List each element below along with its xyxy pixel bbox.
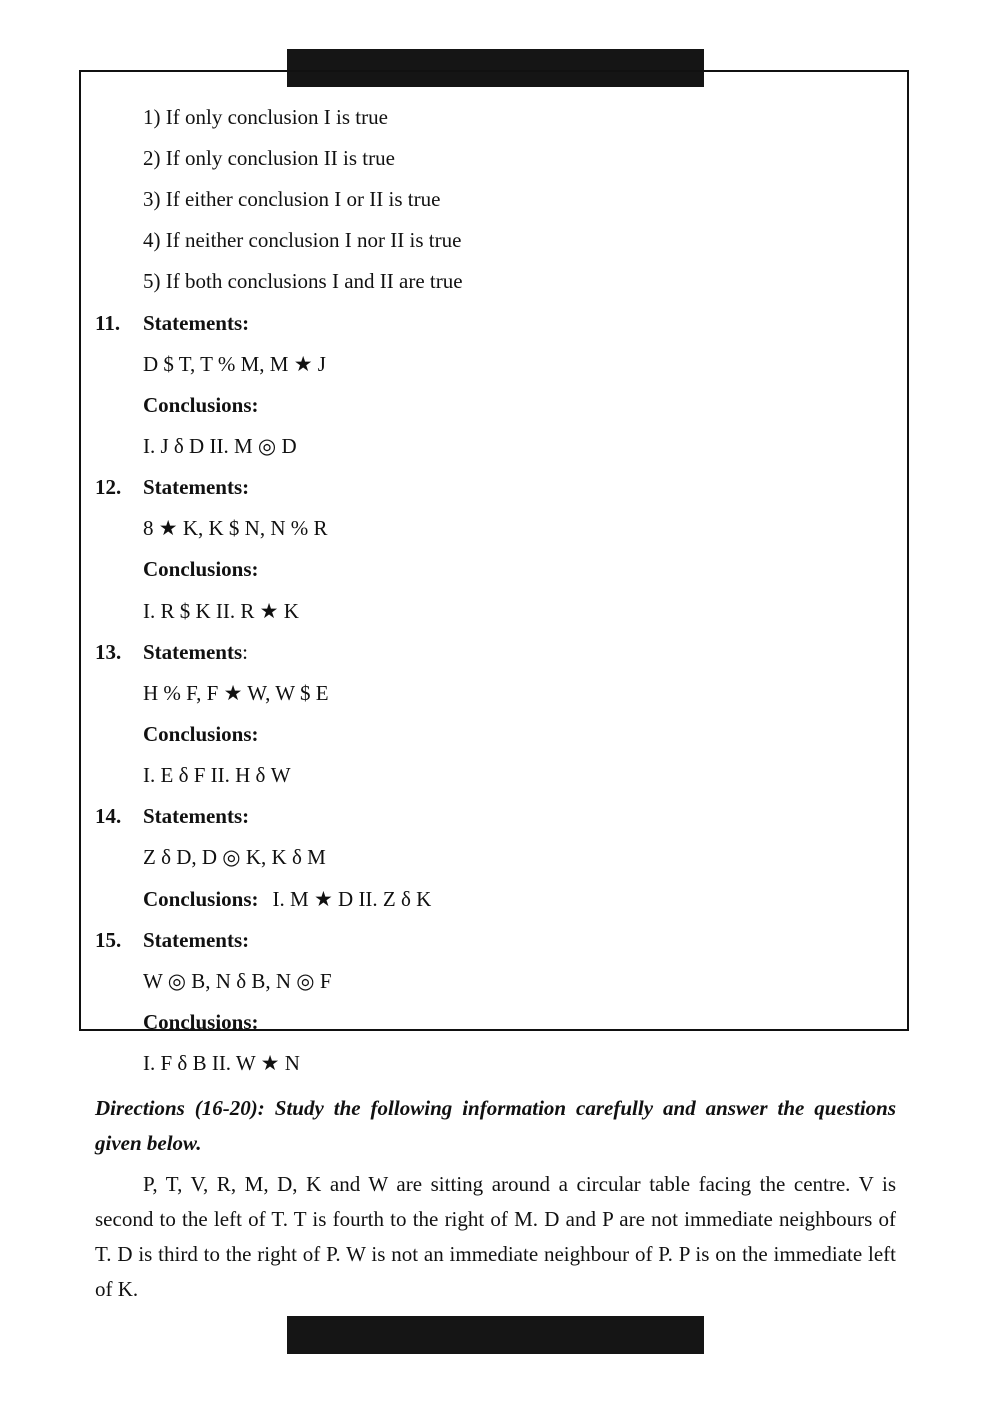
question-number: 12. bbox=[95, 475, 122, 499]
statements-text: Z δ D, D ◎ K, K δ M bbox=[143, 845, 326, 869]
statements-label: Statements: bbox=[143, 475, 250, 499]
statements-text: W ◎ B, N δ B, N ◎ F bbox=[143, 969, 332, 993]
conclusions-text: I. J δ D II. M ◎ D bbox=[143, 434, 297, 458]
statements-label: Statements: bbox=[143, 311, 250, 335]
statements-colon: : bbox=[242, 640, 248, 664]
option-4: 4) If neither conclusion I nor II is true bbox=[143, 228, 462, 252]
conclusions-label: Conclusions: bbox=[143, 1010, 259, 1034]
statements-text: H % F, F ★ W, W $ E bbox=[143, 681, 329, 705]
conclusions-row bbox=[143, 887, 431, 911]
statements-heading bbox=[143, 640, 248, 664]
question-number: 15. bbox=[95, 928, 122, 952]
question-number: 14. bbox=[95, 804, 122, 828]
footer-bar bbox=[287, 1316, 704, 1354]
option-1: 1) If only conclusion I is true bbox=[143, 105, 388, 129]
directions-heading: Directions (16-20): Study the following information carefully and answer the questions given below. bbox=[95, 1096, 896, 1155]
statements-label: Statements bbox=[143, 640, 243, 664]
conclusions-text: I. M ★ D II. Z δ K bbox=[272, 887, 432, 911]
conclusions-text: I. R $ K II. R ★ K bbox=[143, 599, 299, 623]
statements-text: 8 ★ K, K $ N, N % R bbox=[143, 516, 328, 540]
statements-label: Statements: bbox=[143, 928, 250, 952]
statements-label: Statements: bbox=[143, 804, 250, 828]
option-2: 2) If only conclusion II is true bbox=[143, 146, 395, 170]
option-5: 5) If both conclusions I and II are true bbox=[143, 269, 463, 293]
statements-text: D $ T, T % M, M ★ J bbox=[143, 352, 326, 376]
conclusions-label: Conclusions: bbox=[143, 557, 259, 581]
conclusions-label: Conclusions: bbox=[143, 887, 259, 911]
conclusions-label: Conclusions: bbox=[143, 722, 259, 746]
seating-passage: P, T, V, R, M, D, K and W are sitting around a circular table facing the centre. V is second to the left of T. T is fourth to the right of M. D and P are not immediate neighbours of T. D is third to the right of P. W is not an immediate neighbour of P. P is on the immediate left of K. bbox=[95, 1172, 896, 1301]
question-number: 11. bbox=[95, 311, 121, 335]
conclusions-text: I. F δ B II. W ★ N bbox=[143, 1051, 300, 1075]
question-number: 13. bbox=[95, 640, 122, 664]
conclusions-text: I. E δ F II. H δ W bbox=[143, 763, 291, 787]
conclusions-label: Conclusions: bbox=[143, 393, 259, 417]
option-3: 3) If either conclusion I or II is true bbox=[143, 187, 441, 211]
